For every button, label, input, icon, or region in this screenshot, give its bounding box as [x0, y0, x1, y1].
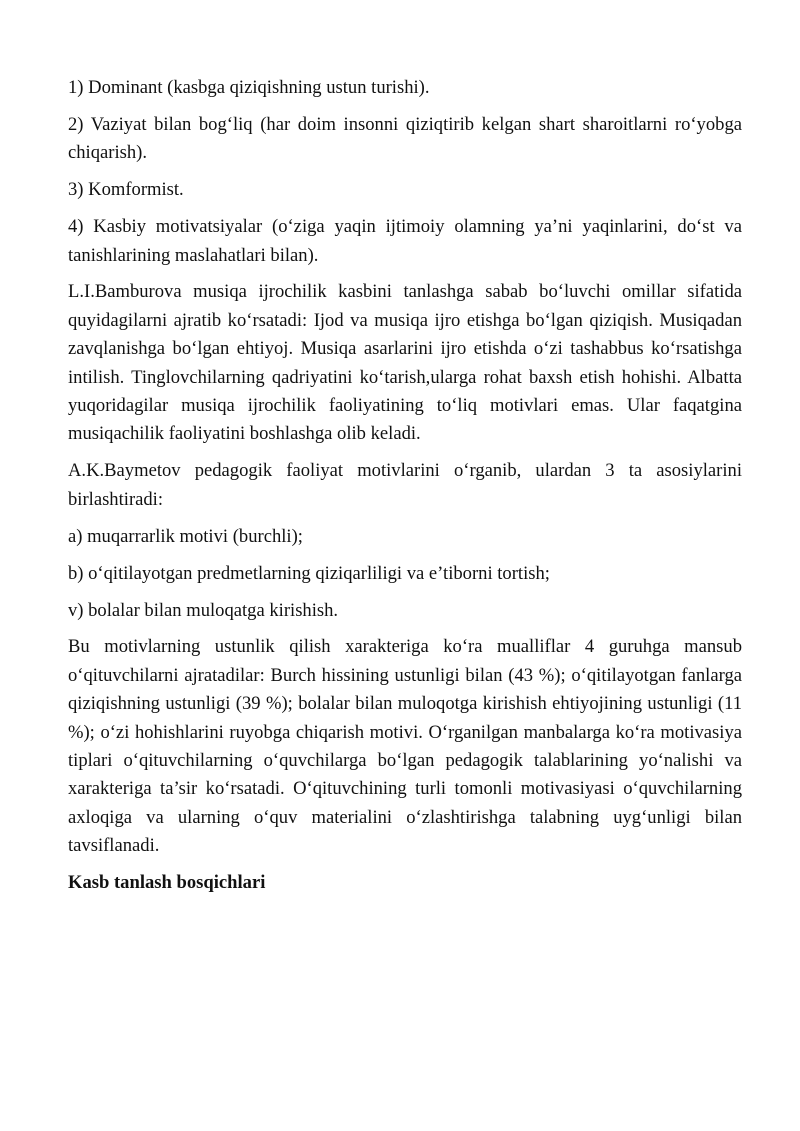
document-page: [68, 74, 742, 906]
list-item-professional-motivation: 4) Kasbiy motivatsiyalar (o‘ziga yaqin ijtimoiy olamning ya’ni yaqinlarini, do‘st va tanishlarining maslahatlari bilan).: [68, 216, 742, 266]
list-item-v: v) bolalar bilan muloqatga kirishish.: [68, 599, 339, 621]
list-item-situational: 2) Vaziyat bilan bog‘liq (har doim insonni qiziqtirib kelgan shart sharoitlarni ro‘yobga chiqarish).: [68, 113, 742, 164]
list-item-a: a) muqarrarlik motivi (burchli);: [68, 525, 303, 547]
paragraph-bamburova: L.I.Bamburova musiqa ijrochilik kasbini tanlashga sabab bo‘luvchi omillar sifatida quyidagilarni ajratib ko‘rsatadi: Ijod va musiqa ijro etishga bo‘lgan qiziqish. Musiqadan zavqlanishga bo‘lgan ehtiyoj. Musiqa asarlarini ijro etishda o‘zi tashabbus ko‘rsatishga intilish. Tinglovchilarning qadriyatini ko‘tarish,ularga rohat baxsh etish hohishi. Albatta yuqoridagilar musiqa ijrochilik faoliyatining to‘liq motivlari emas. Ular faqatgina musiqachilik faoliyatini boshlashga olib keladi.: [68, 281, 742, 445]
list-item-b: b) o‘qitilayotgan predmetlarning qiziqarliligi va e’tiborni tortish;: [68, 562, 550, 584]
list-item-conformist: 3) Komformist.: [68, 179, 184, 201]
paragraph-baymetov: A.K.Baymetov pedagogik faoliyat motivlarini o‘rganib, ulardan 3 ta asosiylarini birlashtiradi:: [68, 460, 742, 510]
section-heading: Kasb tanlash bosqichlari: [68, 872, 266, 894]
list-item-dominant: 1) Dominant (kasbga qiziqishning ustun turishi).: [68, 77, 430, 98]
paragraph-motivation-groups: Bu motivlarning ustunlik qilish xarakteriga ko‘ra mualliflar 4 guruhga mansub o‘qituvchilarni ajratadilar: Burch hissining ustunligi bilan (43 %); o‘qitilayotgan fanlarga qiziqishning ustunligi (39 %); bolalar bilan muloqotga kirishish ehtiyojining ustunligi (11 %); o‘zi hohishlarini ruyobga chiqarish motivi. O‘rganilgan manbalarga ko‘ra motivasiya tiplari o‘qituvchilarning o‘quvchilarga bo‘lgan pedagogik talablarining yo‘nalishi va xarakteriga ta’sir ko‘rsatadi. O‘qituvchining turli tomonli motivasiyasi o‘quvchilarning axloqiga va ularning o‘quv materialini o‘zlashtirishga talabning uyg‘unligi bilan tavsiflanadi.: [68, 636, 742, 857]
